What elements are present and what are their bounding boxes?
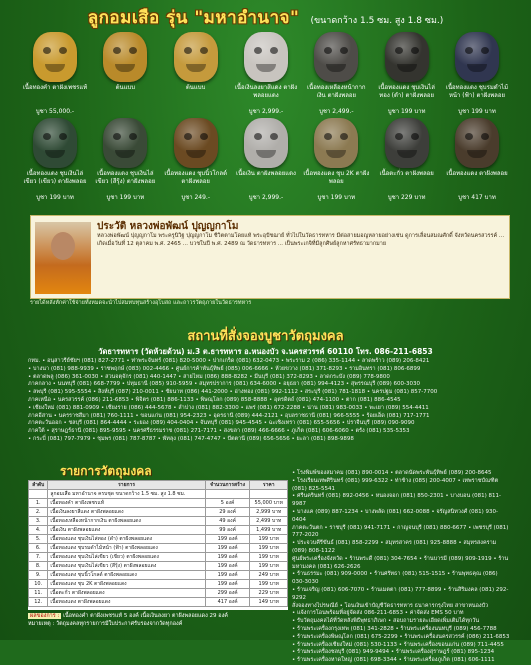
amulet-item	[374, 118, 440, 202]
tiger-amulet-icon	[103, 118, 147, 168]
amulet-item	[374, 32, 440, 116]
order-cell-price: 199 บาท	[250, 553, 288, 562]
amulet-caption: ต้นแบบ	[185, 84, 206, 91]
order-cell-price: 249 บาท	[250, 571, 288, 580]
amulet-item	[163, 32, 229, 116]
order-cell-qty: 199 องค์	[205, 544, 250, 553]
place-line: • ลพบุรี (081) 595-5554 • สิงห์บุรี (087) 210-0011 • ชัยนาท (086) 441-2000 • อ่างทอง (081) 992-1112 • สระบุรี (081) 781-1818 • นครปฐม (081) 857-7700	[28, 389, 438, 396]
order-cell-qty: 299 องค์	[205, 589, 250, 598]
footer	[28, 612, 508, 628]
amulet-price: บูชา 2,999.-	[248, 108, 284, 115]
amulet-price: บูชา 249.-	[181, 194, 210, 201]
monk-bio: หลวงพ่อพัฒน์ ปุญญกาโม พระครูนิวิฐ ปุญญกาโม ชีวิตตามโดยแท้ พระอุปัชฌาย์ ทั่วไปในวัดธารทหาร มีต่อสายมอญหลายอย่างเช่น ดูการเลื่อนสมณศักดิ์ จังหวัดนครสวรรค์ ... เกิดเมื่อวันที่ 12 ตุลาคม พ.ศ. 2465 ... บวชในปี พ.ศ. 2489 ณ วัดธารทหาร ... เป็นพระเกจิที่มีลูกศิษย์ลูกหาศรัทธามากมาย	[97, 233, 505, 247]
order-table-wrap	[28, 480, 288, 610]
order-cell-qty: 199 องค์	[205, 562, 250, 571]
places-title: สถานที่สั่งจองบูชาวัตถุมงคล	[187, 329, 344, 344]
place-line: ภาคตะวันออก • ชลบุรี (081) 864-4444 • ระยอง (089) 404-0404 • จันทบุรี (081) 945-4545 • ฉะเชิงเทรา (081) 655-5656 • ปราจีนบุรี (089) 090-9090	[28, 420, 415, 427]
amulet-caption: เนื้อทองแดง ชุบเงินไล่เขียว (เขียว) ตาฝังพลอย	[23, 170, 87, 185]
amulet-item	[92, 118, 158, 202]
amulet-item	[22, 32, 88, 116]
order-cell-qty: 5 องค์	[205, 499, 250, 508]
order-table	[28, 480, 288, 607]
amulet-item	[444, 32, 510, 116]
order-cell-price: 199 บาท	[250, 544, 288, 553]
col-qty: จำนวนการสร้าง	[205, 481, 250, 490]
dealer-line: ศูนย์พระเครื่องจังหวัด • ร้านพระดี (081) 304-7654 • ร้านบารมี (089) 909-1919 • ร้านมหามงคล (081) 626-2626	[292, 555, 509, 570]
amulet-caption: เนื้อทองแดง ชุบ 2K ตาฝังพลอย	[303, 170, 370, 185]
dealer-line: • ร้านพระเครื่องพิษณุโลก (081) 675-2299 • ร้านพระเครื่องนครสวรรค์ (086) 211-6853	[292, 633, 510, 640]
table-row	[29, 580, 288, 589]
monk-title: ประวัติ หลวงพ่อพัฒน์ ปุญญกาโม	[97, 221, 239, 232]
amulet-price: บูชา 199 บาท	[36, 194, 74, 201]
order-header-row	[29, 481, 288, 490]
order-cell-qty: 29 องค์	[205, 508, 250, 517]
table-row	[29, 544, 288, 553]
monk-section	[30, 215, 510, 299]
dealer-line: • ร้านพระเครื่องหาดใหญ่ (081) 698-3344 • ร้านพระเครื่องภูเก็ต (081) 606-1111	[292, 657, 495, 664]
tiger-amulet-icon	[174, 118, 218, 168]
order-cell-name: เนื้อทองแดง ชุบนิ้วโกลด์ ตาฝังพลอยแดง	[48, 571, 205, 580]
amulet-item	[233, 32, 299, 116]
order-cell-qty: 199 องค์	[205, 580, 250, 589]
dealer-line: • ประจวบคีรีขันธ์ (081) 858-2299 • สมุทรสาคร (081) 925-8888 • สมุทรสงคราม (089) 808-1122	[292, 540, 497, 554]
footer-label-1: ผลของการ :	[30, 613, 60, 619]
dealer-list	[292, 470, 510, 664]
table-row	[29, 508, 288, 517]
amulet-price: บูชา 199 บาท	[106, 194, 145, 201]
order-cell-no: 9.	[29, 571, 48, 580]
order-cell-qty: 199 องค์	[205, 553, 250, 562]
tiger-amulet-icon	[455, 118, 499, 168]
order-cell-no: 5.	[29, 535, 48, 544]
order-cell-no: 4.	[29, 526, 48, 535]
order-cell-price: 2,999 บาท	[250, 508, 288, 517]
amulet-price: บูชา 2,499.-	[319, 108, 354, 115]
table-row	[29, 571, 288, 580]
tiger-amulet-icon	[244, 32, 288, 82]
col-price: ราคา	[250, 481, 288, 490]
order-cell-no: 6.	[29, 544, 48, 553]
table-row	[29, 589, 288, 598]
order-cell-name: เนื้อทองเหลืองหน้ากากเงิน ตาฝังพลอยแดง	[48, 517, 205, 526]
order-cell-name: เนื้อเงินลงยาสีแดง ตาฝังพลอยแดง	[48, 508, 205, 517]
amulet-caption: เนื้อเงินลงยาสีแดง ตาฝังพลอยแดง	[234, 84, 298, 99]
tiger-amulet-icon	[174, 32, 218, 82]
tiger-amulet-icon	[103, 32, 147, 82]
amulet-caption: เนื้อทองแดง ชุบเงินไล่ทอง (ดำ) ตาฝังพลอย	[378, 84, 435, 99]
dealer-line: • โรงเรียนเทพศิรินทร์ (081) 999-6322 • ท่าช้าง (085) 200-4007 • เทพราชบัณฑิต (081) 825-5541	[292, 477, 499, 492]
table-row	[29, 535, 288, 544]
title-text: ลูกอมเสือ รุ่น "มหาอำนาจ"	[87, 8, 300, 28]
amulet-caption: เนื้อทองแดง ชุบเงินไล่เขียว (สีรุ้ง) ตาฝังพลอย	[95, 170, 156, 185]
amulet-item	[303, 118, 369, 202]
order-cell-name: เนื้อทองแดง ชุบ 2K ตาฝังพลอยแดง	[48, 580, 205, 589]
amulet-row-1	[22, 32, 510, 116]
header-title	[0, 4, 531, 32]
dealer-line: • รับวัตถุมงคลได้ที่วัดหลังพิธีพุทธาภิเษก • สอบถามรายละเอียดเพิ่มเติมได้ทุกวัน	[292, 618, 480, 625]
amulet-price: บูชา 417 บาท	[458, 194, 496, 201]
amulet-item	[22, 118, 88, 202]
footer-line-2	[28, 620, 508, 628]
order-cell-no: 12.	[29, 598, 48, 607]
table-row	[29, 553, 288, 562]
footer-text-2: วัตถุมงคลทุกรายการมีใบประกาศรับรองจากวัดทุกองค์	[56, 621, 183, 627]
order-intro: ลูกอมเสือ มหาอำนาจ ครบชุด ขนาดกว้าง 1.5 ซม. สูง 1.8 ซม.	[48, 490, 205, 499]
col-no: ลำดับ	[29, 481, 48, 490]
amulet-item	[92, 32, 158, 116]
temple-address: วัดธารทหาร (วัดห้วยด้วน) ม.3 ต.ธารทหาร อ.หนองบัว จ.นครสวรรค์ 60110 โทร. 086-211-6853	[98, 347, 433, 356]
dealer-line: • โรงพิมพ์ของสมาคม (081) 890-0014 • ตลาดนัดพระพันธุ์ทิพย์ (089) 200-8645	[292, 470, 492, 476]
amulet-row-2	[22, 118, 510, 202]
table-row	[29, 598, 288, 607]
place-line: • ตลาดพลู (086) 361-0030 • สวนจตุจักร (081) 440-1447 • สายไหม (086) 888-8282 • มีนบุรี (081) 372-8293 • ลาดกระบัง (089) 778-9800	[28, 373, 390, 380]
amulet-price: บูชา 229 บาท	[387, 194, 426, 201]
col-item: รายการ	[48, 481, 205, 490]
order-cell-no: 2.	[29, 508, 48, 517]
amulet-caption: เนื้อทองเหลืองหน้ากากเงิน ตาฝังพลอย	[307, 84, 366, 99]
amulet-item	[233, 118, 299, 202]
places-list	[28, 358, 508, 453]
dealer-line: • ร้านเจริญ (081) 606-7070 • ร้านเมตตา (081) 777-8899 • ร้านสิริมงคล (081) 292-9292	[292, 586, 509, 601]
place-line: ภาคอีสาน • นครราชสีมา (081) 760-1111 • ขอนแก่น (081) 954-2323 • อุดรธานี (089) 444-2121 • อุบลราชธานี (081) 966-5555 • ร้อยเอ็ด (081) 717-1771	[28, 412, 430, 419]
dealer-line: • ร้านพระเครื่องชลบุรี (081) 949-9494 • ร้านพระเครื่องสุราษฎร์ (081) 895-1234	[292, 649, 495, 656]
amulet-price: บูชา 199 บาท	[317, 194, 356, 201]
place-line: • กระบี่ (081) 797-7979 • ชุมพร (081) 787-8787 • พัทลุง (081) 747-4747 • ปัตตานี (089) 656-5656 • ยะลา (081) 898-9898	[28, 435, 354, 442]
dealer-line: • บางแค (089) 887-1234 • บางพลัด (081) 662-0088 • จรัญสนิทวงศ์ (081) 930-0404	[292, 508, 498, 523]
table-row	[29, 526, 288, 535]
order-cell-name: เนื้อทองแดง ชุบรมดำไม้หน้า (ฟ้า) ตาฝังพลอยแดง	[48, 544, 205, 553]
amulet-price: บูชา 199 บาท	[387, 108, 426, 115]
table-row	[29, 517, 288, 526]
order-cell-qty: 99 องค์	[205, 526, 250, 535]
order-cell-name: เนื้อทองแดง ชุบเงินไล่เขียว (เขียว) ตาฝังพลอยแดง	[48, 553, 205, 562]
order-cell-no: 10.	[29, 580, 48, 589]
place-line: • เชียงใหม่ (081) 881-0909 • เชียงราย (086) 444-5678 • ลำปาง (081) 882-3300 • แพร่ (081) 672-2288 • น่าน (081) 983-0033 • พะเยา (089) 554-4411	[28, 404, 429, 411]
order-cell-name: เนื้อเงิน ตาฝังพลอยแดง	[48, 526, 205, 535]
amulet-caption: เนื้อทองแดง ชุบรมดำไม้หน้า (ฟ้า) ตาฝังพลอย	[445, 84, 509, 99]
place-line: ภาคเหนือ • นครสวรรค์ (086) 211-6853 • พิจิตร (081) 886-1133 • พิษณุโลก (089) 858-8888 • อุตรดิตถ์ (081) 474-1100 • ตาก (081) 886-4545	[28, 396, 401, 403]
order-intro-row	[29, 490, 288, 499]
place-line: กทม. • อนุสาวรีย์ชัยฯ (081) 827-2771 • ท่าพระจันทร์ (081) 820-5000 • ปากเกร็ด (081) 632-0473 • พระราม 2 (086) 335-1144 • ลาดพร้าว (089) 206-8421	[28, 358, 430, 364]
amulet-caption: เนื้อทองแดง ตาฝังพลอย	[446, 170, 508, 177]
dealer-line: ภาคตะวันตก • ราชบุรี (081) 941-7171 • กาญจนบุรี (081) 880-6677 • เพชรบุรี (081) 777-2020	[292, 524, 509, 539]
amulet-price: บูชา 55,000.-	[35, 108, 75, 115]
order-cell-qty: 417 องค์	[205, 598, 250, 607]
dealer-line: • ศรีนครินทร์ (081) 892-0456 • หนองจอก (081) 850-2301 • บางบอน (081) 811-9987	[292, 493, 501, 508]
size-text: (ขนาดกว้าง 1.5 ซม. สูง 1.8 ซม.)	[310, 16, 444, 26]
footer-label-2: หมายเหตุ :	[28, 621, 55, 627]
table-row	[29, 499, 288, 508]
place-line: ภาคกลาง • นนทบุรี (081) 668-7799 • ปทุมธานี (085) 910-5959 • สมุทรปราการ (081) 634-6000 • อยุธยา (081) 994-4123 • สุพรรณบุรี (089) 600-3030	[28, 381, 421, 388]
order-list-title: รายการวัตถุมงคล	[60, 464, 152, 478]
order-cell-price: 199 บาท	[250, 562, 288, 571]
order-cell-no: 8.	[29, 562, 48, 571]
tiger-amulet-icon	[244, 118, 288, 168]
amulet-item	[444, 118, 510, 202]
amulet-item	[303, 32, 369, 116]
dealer-line: • แจ้งการโอนพร้อมที่อยู่จัดส่ง 086-211-6853 • ค่าจัดส่ง EMS 50 บาท	[292, 610, 464, 617]
tiger-amulet-icon	[33, 32, 77, 82]
place-line: ภาคใต้ • สุราษฎร์ธานี (081) 895-9595 • นครศรีธรรมราช (081) 271-7171 • สงขลา (089) 466-6666 • ภูเก็ต (081) 606-6060 • ตรัง (081) 535-5353	[28, 428, 410, 435]
order-cell-name: เนื้อทองคำ ตาฝังเพชรแท้	[48, 499, 205, 508]
order-cell-qty: 49 องค์	[205, 517, 250, 526]
order-cell-price: 199 บาท	[250, 580, 288, 589]
order-cell-no: 7.	[29, 553, 48, 562]
order-cell-price: 229 บาท	[250, 589, 288, 598]
table-row	[29, 562, 288, 571]
order-cell-no: 1.	[29, 499, 48, 508]
order-cell-price: 1,499 บาท	[250, 526, 288, 535]
tiger-amulet-icon	[314, 32, 358, 82]
amulet-caption: เนื้อทองคำ ตาฝังเพชรแท้	[22, 84, 88, 91]
amulet-price: บูชา 199 บาท	[458, 108, 496, 115]
order-cell-no: 3.	[29, 517, 48, 526]
amulet-caption: ต้นแบบ	[115, 84, 136, 91]
footer-line-1	[28, 612, 508, 620]
dealer-line: • ร้านพระเครื่องเชียงใหม่ (081) 530-1133 • ร้านพระเครื่องขอนแก่น (089) 711-4455	[292, 641, 504, 648]
dealer-line: สั่งจองทางไปรษณีย์ • โอนเงินเข้าบัญชีวัดธารทหาร ธนาคารกรุงไทย สาขาหนองบัว	[292, 602, 489, 609]
order-cell-qty: 199 องค์	[205, 535, 250, 544]
order-cell-name: เนื้อทองแดง ตาฝังพลอยแดง	[48, 598, 205, 607]
order-cell-price: 55,000 บาท	[250, 499, 288, 508]
tiger-amulet-icon	[455, 32, 499, 82]
order-cell-price: 2,499 บาท	[250, 517, 288, 526]
order-cell-no: 11.	[29, 589, 48, 598]
order-cell-name: เนื้อทองแดง ชุบเงินไล่เขียว (สีรุ้ง) ตาฝังพลอยแดง	[48, 562, 205, 571]
monk-photo	[35, 222, 91, 294]
order-cell-price: 149 บาท	[250, 598, 288, 607]
order-cell-name: เนื้อตะกั่ว ตาฝังพลอยแดง	[48, 589, 205, 598]
footer-text-1: เนื้อทองคำ ตาฝังเพชรแท้ 5 องค์ เนื้อเงินลงยา ตาฝังพลอยแดง 29 องค์	[63, 613, 228, 619]
tiger-amulet-icon	[385, 118, 429, 168]
place-line: • บางนา (081) 988-9939 • ราชพฤกษ์ (083) 002-4466 • ศูนย์การค้าพันธุ์ทิพย์ (085) 006-6666 • ห้วยขวาง (081) 371-8293 • รามอินทรา (081) 806-6899	[28, 365, 421, 372]
order-cell-name: เนื้อทองแดง ชุบเงินไล่ทอง (ดำ) ตาฝังพลอยแดง	[48, 535, 205, 544]
amulet-caption: เนื้อตะกั่ว ตาฝังพลอย	[379, 170, 434, 177]
order-cell-price: 199 บาท	[250, 535, 288, 544]
amulet-caption: เนื้อเงิน ตาฝังพลอยแดง	[236, 170, 296, 177]
amulet-caption: เนื้อทองแดง ชุบนิ้วโกลด์ ตาฝังพลอย	[164, 170, 227, 185]
order-cell-qty: 199 องค์	[205, 571, 250, 580]
dealer-line: • ร้านพระเครื่องกรุงเทพ (081) 341-2828 • ร้านพระเครื่องนนทบุรี (089) 456-7788	[292, 625, 497, 632]
tiger-amulet-icon	[33, 118, 77, 168]
tiger-amulet-icon	[385, 32, 429, 82]
donation-note: รายได้หลังหักค่าใช้จ่ายทั้งหมดจะนำไปสมทบทุนสร้างอุโบสถ และถาวรวัตถุภายในวัดธารทหาร	[30, 300, 252, 306]
dealer-line: • ร้านธรรมะ (081) 909-0000 • ร้านศรัทธา (081) 515-1515 • ร้านพุทธคุณ (086) 030-3030	[292, 571, 498, 586]
tiger-amulet-icon	[314, 118, 358, 168]
amulet-price: บูชา 2,999.-	[248, 194, 284, 201]
amulet-item	[163, 118, 229, 202]
